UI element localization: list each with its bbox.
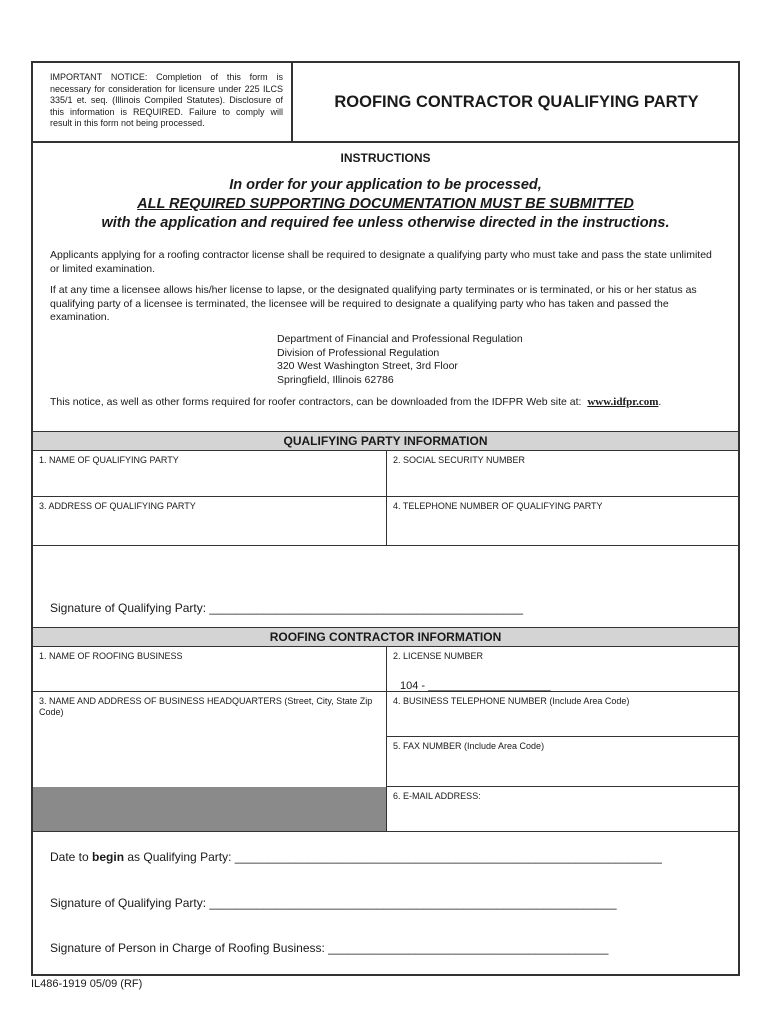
start-date-line[interactable] bbox=[50, 850, 662, 864]
person-in-charge-signature[interactable]: Signature of Person in Charge of Roofing Business: __________________________________________ bbox=[50, 941, 609, 955]
important-notice: IMPORTANT NOTICE: Completion of this form is necessary for consideration for licensure under 225 ILCS 335/1 et. seq. (Illinois Compiled Statutes). Disclosure of this information is REQUIRED. Failure to comply will result in this form not being processed. bbox=[33, 63, 293, 141]
qualifying-party-heading: QUALIFYING PARTY INFORMATION bbox=[33, 431, 738, 451]
department-address bbox=[277, 333, 523, 387]
instructions-paragraph-1: Applicants applying for a roofing contractor license shall be required to designate a qualifying party who must take and pass the state unlimited or limited examination. bbox=[50, 249, 712, 275]
download-text: This notice, as well as other forms required for roofer contractors, can be downloaded from the IDFPR Web site at: bbox=[50, 396, 582, 408]
start-date-suffix: as Qualifying Party: ________________________________________________________________ bbox=[124, 850, 662, 864]
address-line-4: Springfield, Illinois 62786 bbox=[277, 373, 394, 386]
application-form bbox=[31, 61, 740, 976]
form-number: IL486-1919 05/09 (RF) bbox=[31, 978, 143, 990]
form-header bbox=[33, 63, 738, 143]
ssn-field[interactable]: 2. SOCIAL SECURITY NUMBER bbox=[386, 451, 738, 497]
website-link[interactable]: www.idfpr.com bbox=[587, 396, 659, 408]
fax-number-field[interactable]: 5. FAX NUMBER (Include Area Code) bbox=[386, 737, 738, 787]
qualifying-party-name-field[interactable]: 1. NAME OF QUALIFYING PARTY bbox=[33, 451, 386, 497]
business-headquarters-label: 3. NAME AND ADDRESS OF BUSINESS HEADQUARTERS (Street, City, State Zip Code) bbox=[39, 696, 373, 717]
instructions-title: INSTRUCTIONS bbox=[340, 151, 431, 165]
start-date-bold: begin bbox=[92, 850, 125, 864]
shaded-area bbox=[33, 787, 386, 832]
instructions-line-2: ALL REQUIRED SUPPORTING DOCUMENTATION MUST BE SUBMITTED bbox=[137, 196, 634, 212]
qualifying-party-phone-field[interactable]: 4. TELEPHONE NUMBER OF QUALIFYING PARTY bbox=[386, 497, 738, 546]
contractor-qualifying-party-signature[interactable]: Signature of Qualifying Party: _____________________________________________________________ bbox=[50, 896, 617, 910]
qualifying-party-signature-line[interactable]: Signature of Qualifying Party: _______________________________________________ bbox=[50, 601, 524, 615]
address-line-2: Division of Professional Regulation bbox=[277, 346, 440, 359]
license-number-field[interactable]: 2. LICENSE NUMBER bbox=[386, 647, 738, 692]
business-headquarters-field[interactable] bbox=[33, 692, 386, 787]
roofing-contractor-heading: ROOFING CONTRACTOR INFORMATION bbox=[33, 627, 738, 647]
instructions-line-3: with the application and required fee unless otherwise directed in the instructions. bbox=[101, 215, 670, 231]
start-date-prefix: Date to bbox=[50, 850, 93, 864]
form-title: ROOFING CONTRACTOR QUALIFYING PARTY bbox=[334, 92, 699, 111]
qualifying-party-address-field[interactable]: 3. ADDRESS OF QUALIFYING PARTY bbox=[33, 497, 386, 546]
website-suffix: . bbox=[658, 396, 662, 408]
email-address-field[interactable]: 6. E-MAIL ADDRESS: bbox=[386, 787, 738, 832]
instructions-line-1: In order for your application to be processed, bbox=[229, 177, 542, 193]
roofing-business-name-field[interactable]: 1. NAME OF ROOFING BUSINESS bbox=[33, 647, 386, 692]
business-phone-field[interactable]: 4. BUSINESS TELEPHONE NUMBER (Include Area Code) bbox=[386, 692, 738, 737]
address-line-1: Department of Financial and Professional Regulation bbox=[277, 333, 523, 345]
address-line-3: 320 West Washington Street, 3rd Floor bbox=[277, 360, 458, 372]
instructions-paragraph-2: If at any time a licensee allows his/her license to lapse, or the designated qualifying party terminates or is terminated, or his or her status as qualifying party of a licensee is terminated, the licensee will be required to designate a qualifying party who has taken and passed the examination. bbox=[50, 284, 697, 323]
license-number-value: 104 - ____________________ bbox=[400, 680, 551, 692]
download-notice bbox=[50, 396, 722, 408]
